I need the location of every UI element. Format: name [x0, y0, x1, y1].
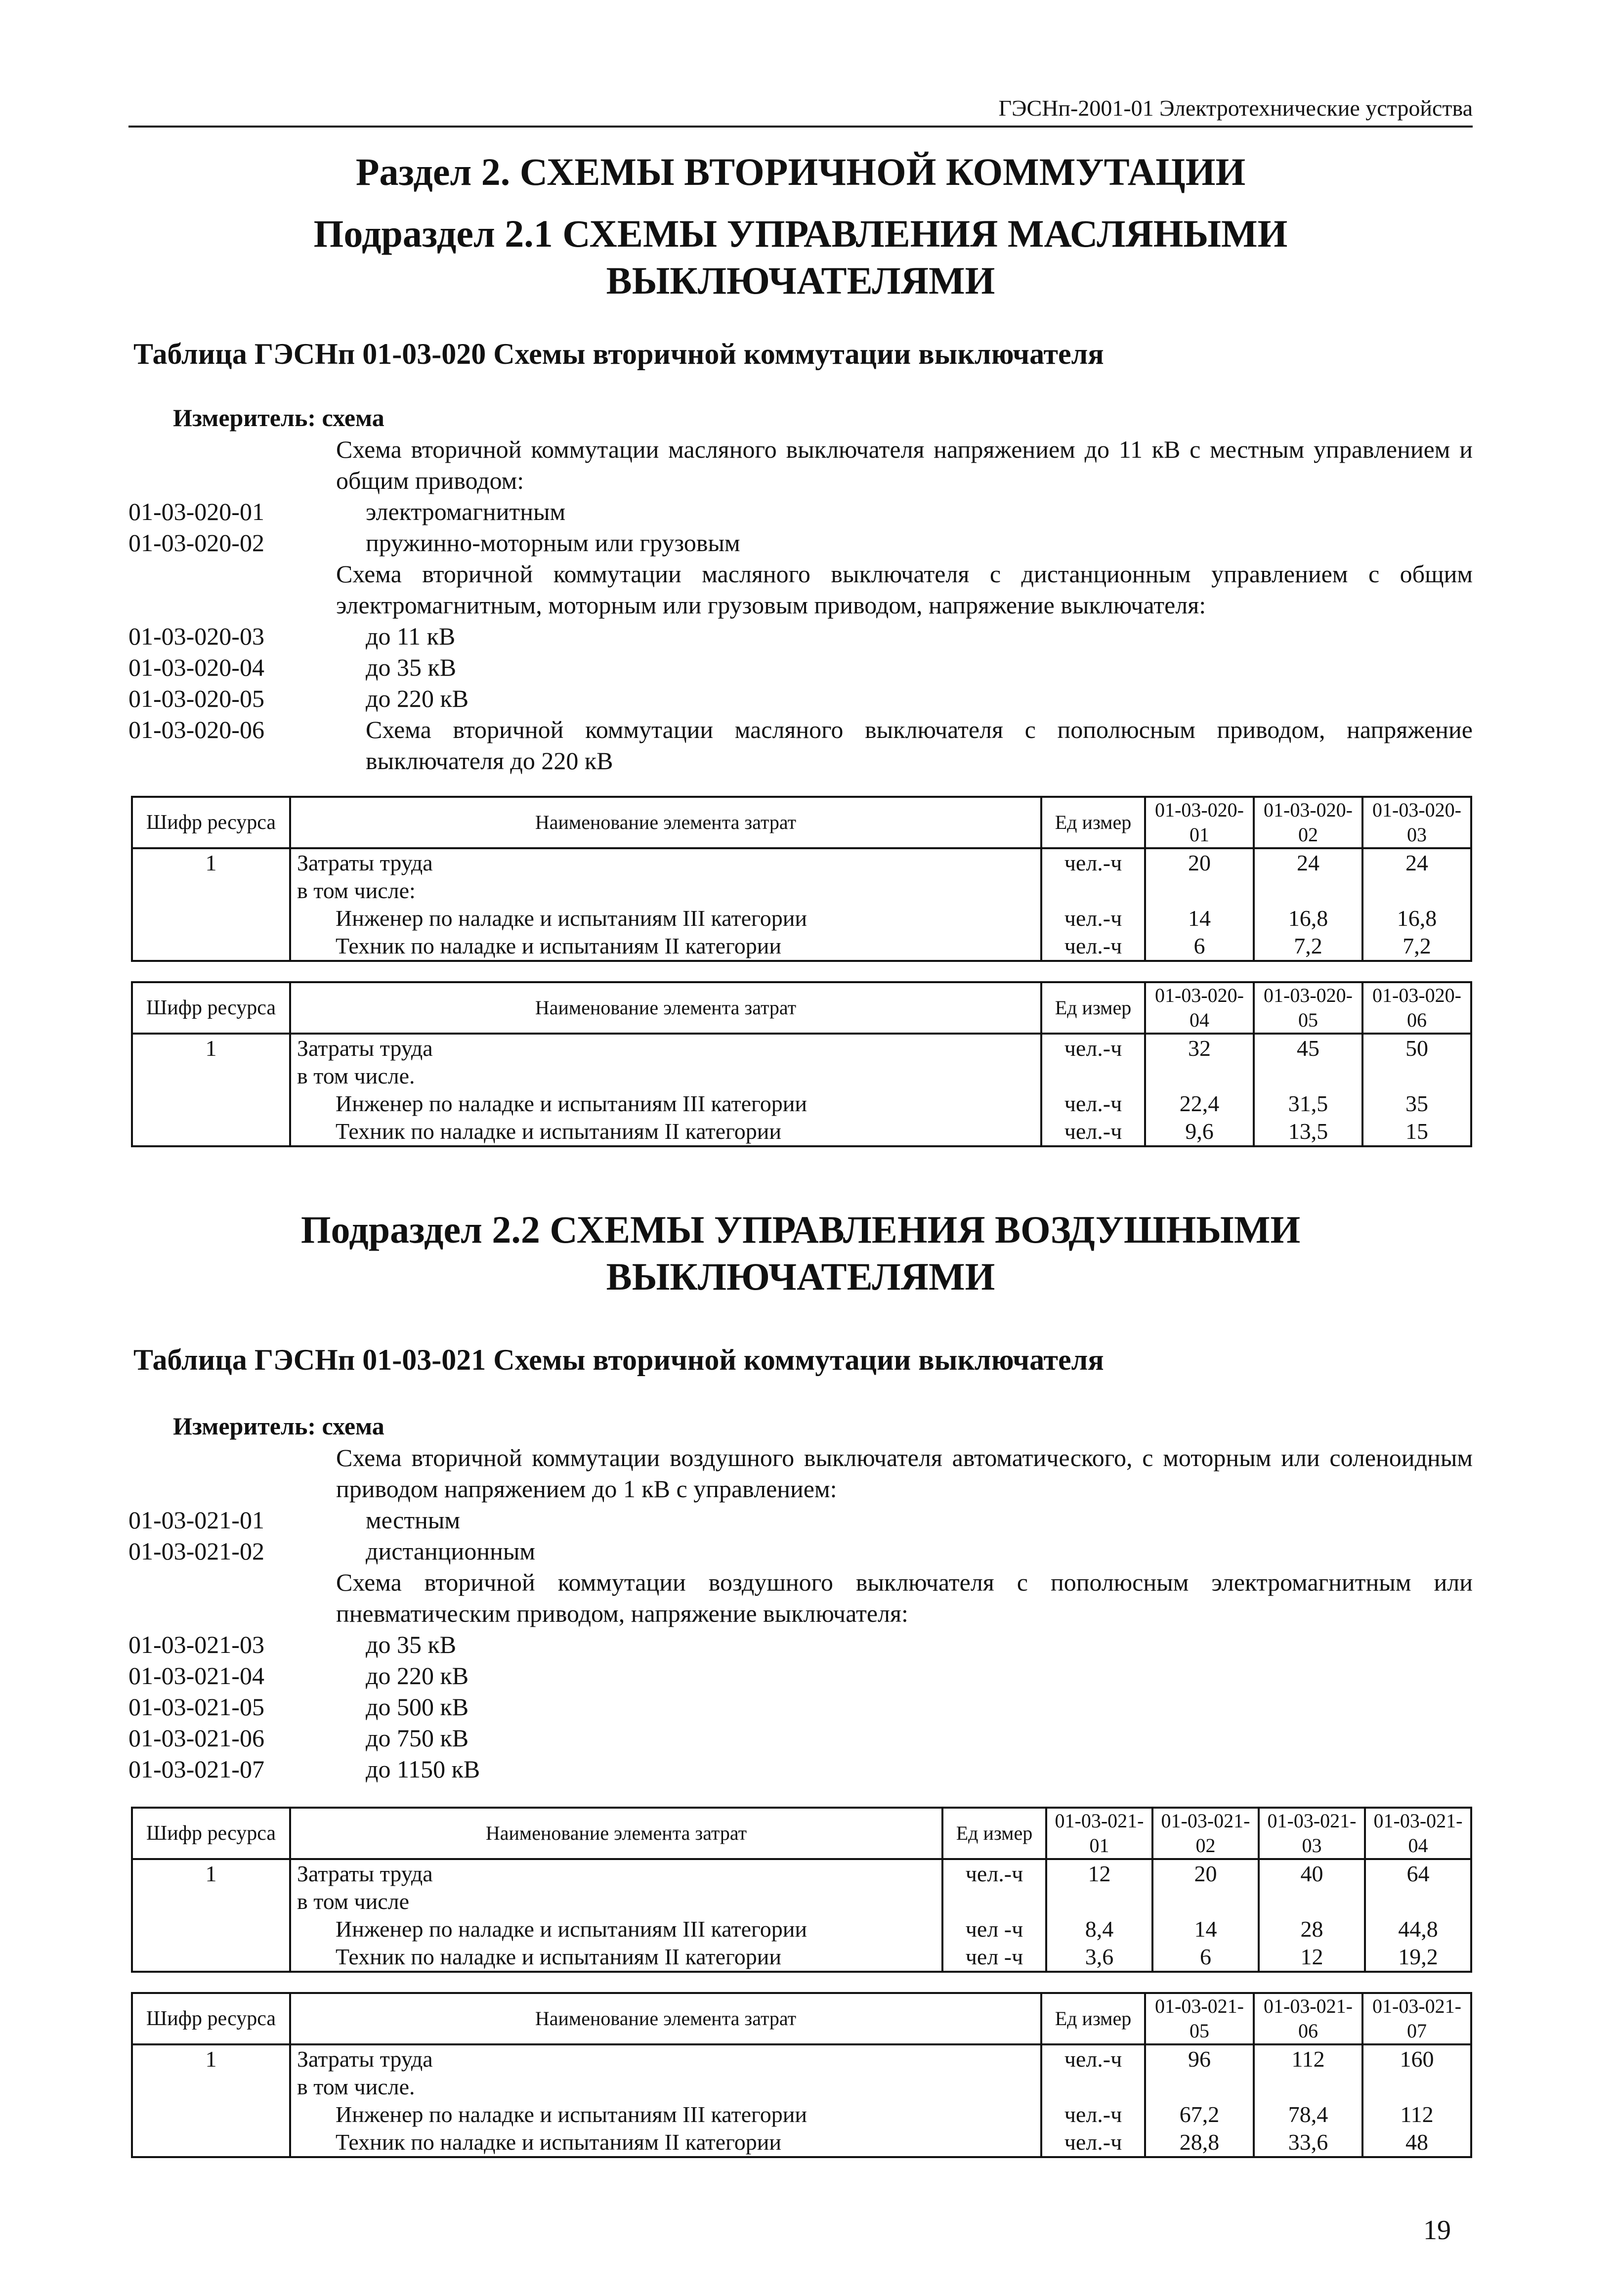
cell-value: [1254, 1062, 1362, 1090]
table-row: [132, 1034, 1471, 1062]
cell-value: 35: [1362, 1090, 1471, 1118]
list-item: [128, 1691, 1473, 1723]
cell-name: Техник по наладке и испытаниям II категории: [290, 1118, 1041, 1146]
header-row: [132, 982, 1471, 1034]
cell-value: 22,4: [1145, 1090, 1254, 1118]
cell-resource: [132, 1062, 290, 1090]
header-row: [132, 797, 1471, 848]
cell-value: 8,4: [1046, 1915, 1152, 1943]
cell-value: 50: [1362, 1034, 1471, 1062]
col-header-code: 01-03-020-02: [1254, 797, 1362, 848]
cell-unit: чел.-ч: [942, 1859, 1046, 1888]
list-item: [128, 621, 1473, 652]
cell-value: 24: [1362, 848, 1471, 877]
table-title-020: Таблица ГЭСНп 01-03-020 Схемы вторичной коммутации выключателя: [133, 338, 1104, 370]
measure-value: схема: [322, 404, 384, 432]
cell-value: [1362, 2073, 1471, 2101]
list-item: [128, 1660, 1473, 1691]
item-code: 01-03-020-06: [128, 716, 264, 743]
col-header-code: 01-03-021-01: [1046, 1808, 1152, 1859]
item-text: дистанционным: [366, 1537, 536, 1565]
items-list-020: [128, 434, 1473, 777]
col-header-name: Наименование элемента затрат: [290, 1808, 942, 1859]
item-code: 01-03-020-05: [128, 685, 264, 712]
cell-resource: 1: [132, 1034, 290, 1062]
list-item: [128, 683, 1473, 714]
col-header-code: 01-03-021-04: [1365, 1808, 1471, 1859]
col-header-code: 01-03-020-01: [1145, 797, 1254, 848]
item-text: до 750 кВ: [366, 1724, 469, 1752]
col-header-name: Наименование элемента затрат: [290, 797, 1041, 848]
cell-value: 32: [1145, 1034, 1254, 1062]
table-row: [132, 877, 1471, 905]
cell-value: [1259, 1888, 1365, 1915]
item-text: электромагнитным: [366, 498, 566, 525]
col-header-code: 01-03-020-04: [1145, 982, 1254, 1034]
subsection-title-1-line2: ВЫКЛЮЧАТЕЛЯМИ: [606, 259, 995, 302]
col-header-resource: Шифр ресурса: [132, 1993, 290, 2044]
item-code: [128, 434, 336, 496]
page-number: 19: [1423, 2215, 1451, 2246]
list-item: [128, 714, 1473, 777]
item-code: [128, 1442, 336, 1505]
header-row: [132, 1808, 1471, 1859]
running-header: ГЭСНп-2001-01 Электротехнические устройства: [128, 94, 1473, 128]
cell-value: 20: [1152, 1859, 1259, 1888]
cell-resource: [132, 1915, 290, 1943]
cell-value: 13,5: [1254, 1118, 1362, 1146]
cell-value: 96: [1145, 2044, 1254, 2073]
item-text: пружинно-моторным или грузовым: [366, 529, 740, 557]
item-text: местным: [366, 1506, 461, 1534]
table-row: [132, 1090, 1471, 1118]
table-row: [132, 2128, 1471, 2157]
subsection-title-2-line2: ВЫКЛЮЧАТЕЛЯМИ: [606, 1255, 995, 1298]
cell-value: 67,2: [1145, 2101, 1254, 2128]
cell-resource: [132, 1118, 290, 1146]
col-header-name: Наименование элемента затрат: [290, 982, 1041, 1034]
list-item: [128, 1505, 1473, 1536]
cell-name: Затраты труда: [290, 848, 1041, 877]
cell-value: [1254, 2073, 1362, 2101]
cell-value: 28: [1259, 1915, 1365, 1943]
col-header-unit: Ед измер: [942, 1808, 1046, 1859]
list-item: [128, 527, 1473, 559]
cell-value: 14: [1145, 905, 1254, 932]
cell-resource: [132, 2128, 290, 2157]
table-row: [132, 1888, 1471, 1915]
cell-unit: чел.-ч: [1041, 2044, 1145, 2073]
item-text: до 35 кВ: [366, 1631, 457, 1658]
cell-unit: чел.-ч: [1041, 2128, 1145, 2157]
cell-value: 45: [1254, 1034, 1362, 1062]
col-header-code: 01-03-020-03: [1362, 797, 1471, 848]
cell-unit: [1041, 877, 1145, 905]
cell-value: [1254, 877, 1362, 905]
measure-label: Измеритель:: [173, 1412, 316, 1440]
table-row: [132, 1859, 1471, 1888]
list-item: [128, 652, 1473, 683]
cell-name: Затраты труда: [290, 1859, 942, 1888]
item-code: 01-03-021-07: [128, 1755, 264, 1783]
cell-resource: [132, 905, 290, 932]
cell-resource: [132, 2101, 290, 2128]
cell-value: 19,2: [1365, 1943, 1471, 1972]
list-item: [128, 1723, 1473, 1754]
item-code: 01-03-020-02: [128, 529, 264, 557]
cell-name: Инженер по наладке и испытаниям III категории: [290, 1915, 942, 1943]
cell-value: 48: [1362, 2128, 1471, 2157]
cell-value: 7,2: [1254, 932, 1362, 961]
list-item: [128, 1536, 1473, 1567]
cell-value: 6: [1145, 932, 1254, 961]
item-code: 01-03-021-06: [128, 1724, 264, 1752]
cell-name: Техник по наладке и испытаниям II категории: [290, 1943, 942, 1972]
cell-unit: чел.-ч: [1041, 1034, 1145, 1062]
norm-table-d: [131, 1992, 1472, 2158]
item-text: Схема вторичной коммутации масляного выключателя напряжением до 11 кВ с местным управлением и общим приводом:: [336, 435, 1473, 494]
col-header-resource: Шифр ресурса: [132, 797, 290, 848]
cell-name: в том числе.: [290, 2073, 1041, 2101]
cell-name: Техник по наладке и испытаниям II категории: [290, 932, 1041, 961]
cell-value: 16,8: [1254, 905, 1362, 932]
item-code: 01-03-020-01: [128, 498, 264, 525]
list-item: [128, 1754, 1473, 1785]
item-text: до 11 кВ: [366, 622, 456, 650]
cell-value: 33,6: [1254, 2128, 1362, 2157]
table-row: [132, 2044, 1471, 2073]
cell-resource: 1: [132, 1859, 290, 1888]
cell-name: Инженер по наладке и испытаниям III категории: [290, 1090, 1041, 1118]
item-code: 01-03-020-03: [128, 622, 264, 650]
subsection-title-2-line1: Подраздел 2.2 СХЕМЫ УПРАВЛЕНИЯ ВОЗДУШНЫМИ: [300, 1208, 1301, 1251]
col-header-code: 01-03-021-07: [1362, 1993, 1471, 2044]
list-item: [128, 1629, 1473, 1660]
cell-value: 78,4: [1254, 2101, 1362, 2128]
item-text: до 1150 кВ: [366, 1755, 480, 1783]
table-row: [132, 1062, 1471, 1090]
cell-value: 40: [1259, 1859, 1365, 1888]
cell-value: 160: [1362, 2044, 1471, 2073]
cell-value: 44,8: [1365, 1915, 1471, 1943]
cell-value: 24: [1254, 848, 1362, 877]
cell-unit: чел.-ч: [1041, 932, 1145, 961]
col-header-unit: Ед измер: [1041, 982, 1145, 1034]
cell-unit: чел.-ч: [1041, 848, 1145, 877]
cell-unit: [1041, 1062, 1145, 1090]
header-row: [132, 1993, 1471, 2044]
col-header-code: 01-03-021-02: [1152, 1808, 1259, 1859]
cell-unit: чел.-ч: [1041, 1118, 1145, 1146]
cell-unit: чел -ч: [942, 1915, 1046, 1943]
item-code: 01-03-020-04: [128, 653, 264, 681]
section-title: Раздел 2. СХЕМЫ ВТОРИЧНОЙ КОММУТАЦИИ: [355, 150, 1246, 193]
measure-021: [173, 1411, 384, 1441]
item-text: до 500 кВ: [366, 1693, 469, 1721]
item-text: Схема вторичной коммутации масляного выключателя с пополюсным приводом, напряжение выключателя до 220 кВ: [366, 716, 1473, 775]
cell-resource: [132, 1943, 290, 1972]
cell-name: Затраты труда: [290, 1034, 1041, 1062]
cell-name: Инженер по наладке и испытаниям III категории: [290, 905, 1041, 932]
cell-resource: [132, 2073, 290, 2101]
cell-value: [1362, 877, 1471, 905]
item-code: 01-03-021-01: [128, 1506, 264, 1534]
cell-value: 64: [1365, 1859, 1471, 1888]
cell-name: Инженер по наладке и испытаниям III категории: [290, 2101, 1041, 2128]
measure-label: Измеритель:: [173, 404, 316, 432]
cell-value: [1145, 1062, 1254, 1090]
cell-value: 28,8: [1145, 2128, 1254, 2157]
subsection-title-1-line1: Подраздел 2.1 СХЕМЫ УПРАВЛЕНИЯ МАСЛЯНЫМИ: [313, 212, 1288, 255]
cell-value: 12: [1259, 1943, 1365, 1972]
cell-value: [1145, 2073, 1254, 2101]
cell-value: 31,5: [1254, 1090, 1362, 1118]
item-text: до 220 кВ: [366, 685, 469, 712]
col-header-name: Наименование элемента затрат: [290, 1993, 1041, 2044]
cell-unit: [942, 1888, 1046, 1915]
col-header-code: 01-03-020-05: [1254, 982, 1362, 1034]
cell-name: Затраты труда: [290, 2044, 1041, 2073]
cell-resource: [132, 1888, 290, 1915]
col-header-code: 01-03-020-06: [1362, 982, 1471, 1034]
cell-resource: 1: [132, 2044, 290, 2073]
item-code: 01-03-021-05: [128, 1693, 264, 1721]
cell-resource: [132, 877, 290, 905]
table-row: [132, 932, 1471, 961]
cell-unit: чел.-ч: [1041, 2101, 1145, 2128]
measure-020: [173, 403, 384, 433]
col-header-code: 01-03-021-06: [1254, 1993, 1362, 2044]
table-row: [132, 2073, 1471, 2101]
cell-value: [1152, 1888, 1259, 1915]
norm-table-a: [131, 796, 1472, 962]
item-code: 01-03-021-02: [128, 1537, 264, 1565]
cell-value: 6: [1152, 1943, 1259, 1972]
col-header-unit: Ед измер: [1041, 797, 1145, 848]
table-row: [132, 1915, 1471, 1943]
cell-resource: 1: [132, 848, 290, 877]
cell-value: [1365, 1888, 1471, 1915]
list-item: [128, 559, 1473, 621]
col-header-code: 01-03-021-05: [1145, 1993, 1254, 2044]
table-row: [132, 2101, 1471, 2128]
cell-value: 112: [1254, 2044, 1362, 2073]
items-list-021: [128, 1442, 1473, 1785]
cell-value: 14: [1152, 1915, 1259, 1943]
cell-name: в том числе.: [290, 1062, 1041, 1090]
cell-name: Техник по наладке и испытаниям II категории: [290, 2128, 1041, 2157]
table-row: [132, 1943, 1471, 1972]
table-title-021: Таблица ГЭСНп 01-03-021 Схемы вторичной коммутации выключателя: [133, 1343, 1104, 1376]
item-text: до 220 кВ: [366, 1662, 469, 1690]
cell-value: [1046, 1888, 1152, 1915]
cell-value: 7,2: [1362, 932, 1471, 961]
cell-value: [1362, 1062, 1471, 1090]
cell-value: 9,6: [1145, 1118, 1254, 1146]
cell-unit: чел.-ч: [1041, 905, 1145, 932]
cell-value: 112: [1362, 2101, 1471, 2128]
list-item: [128, 496, 1473, 527]
col-header-unit: Ед измер: [1041, 1993, 1145, 2044]
norm-table-c: [131, 1807, 1472, 1973]
list-item: [128, 1442, 1473, 1505]
measure-value: схема: [322, 1412, 384, 1440]
cell-value: [1145, 877, 1254, 905]
table-row: [132, 905, 1471, 932]
norm-table-b: [131, 981, 1472, 1147]
item-text: Схема вторичной коммутации воздушного выключателя с пополюсным электромагнитным или пневматическим приводом, напряжение выключателя:: [336, 1568, 1473, 1627]
col-header-code: 01-03-021-03: [1259, 1808, 1365, 1859]
cell-resource: [132, 1090, 290, 1118]
col-header-resource: Шифр ресурса: [132, 982, 290, 1034]
cell-name: в том числе:: [290, 877, 1041, 905]
table-row: [132, 1118, 1471, 1146]
item-code: 01-03-021-03: [128, 1631, 264, 1658]
item-text: Схема вторичной коммутации воздушного выключателя автоматического, с моторным или соленоидным приводом напряжением до 1 кВ с управлением:: [336, 1444, 1473, 1503]
cell-unit: чел -ч: [942, 1943, 1046, 1972]
item-code: [128, 559, 336, 621]
cell-unit: чел.-ч: [1041, 1090, 1145, 1118]
item-code: 01-03-021-04: [128, 1662, 264, 1690]
list-item: [128, 1567, 1473, 1629]
cell-resource: [132, 932, 290, 961]
cell-value: 3,6: [1046, 1943, 1152, 1972]
item-code: [128, 1567, 336, 1629]
cell-value: 12: [1046, 1859, 1152, 1888]
cell-name: в том числе: [290, 1888, 942, 1915]
cell-value: 16,8: [1362, 905, 1471, 932]
list-item: [128, 434, 1473, 496]
item-text: до 35 кВ: [366, 653, 457, 681]
col-header-resource: Шифр ресурса: [132, 1808, 290, 1859]
cell-unit: [1041, 2073, 1145, 2101]
cell-value: 20: [1145, 848, 1254, 877]
cell-value: 15: [1362, 1118, 1471, 1146]
table-row: [132, 848, 1471, 877]
item-text: Схема вторичной коммутации масляного выключателя с дистанционным управлением с общим электромагнитным, моторным или грузовым приводом, напряжение выключателя:: [336, 560, 1473, 619]
